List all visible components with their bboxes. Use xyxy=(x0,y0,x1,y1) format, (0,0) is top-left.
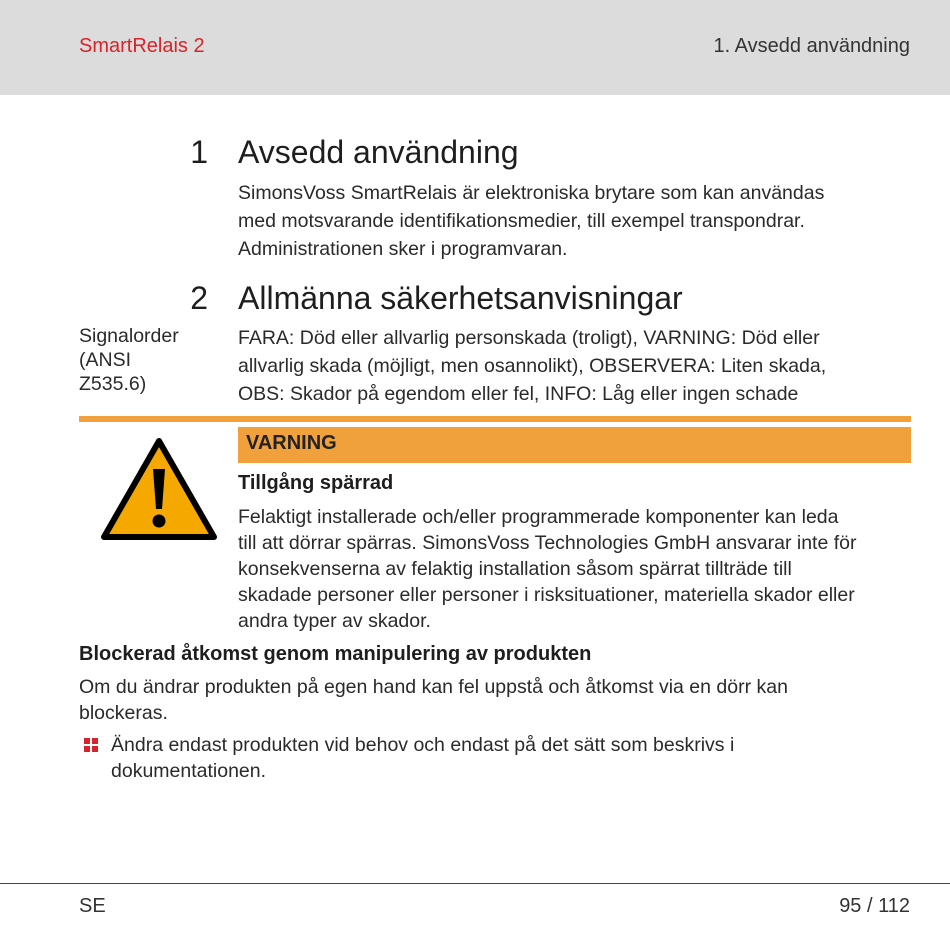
header-section-title: 1. Avsedd användning xyxy=(713,35,910,57)
section-2-line: allvarlig skada (möjligt, men osannolikt), OBSERVERA: Liten skada, xyxy=(238,355,827,377)
bullet-line: Ändra endast produkten vid behov och endast på det sätt som beskrivs i xyxy=(111,734,735,756)
warning-line: konsekvenserna av felaktig installation såsom spärrat tillträde till xyxy=(238,558,792,580)
blocked-line: blockeras. xyxy=(79,702,168,724)
warning-subtitle: Tillgång spärrad xyxy=(238,472,394,494)
signal-order-line: (ANSI xyxy=(79,349,132,371)
warning-banner xyxy=(238,427,911,463)
signal-order-line: Z535.6) xyxy=(79,373,147,395)
section-1-line: SimonsVoss SmartRelais är elektroniska brytare som kan användas xyxy=(238,182,825,204)
warning-line: Felaktigt installerade och/eller programmerade komponenter kan leda xyxy=(238,506,839,528)
blocked-line: Om du ändrar produkten på egen hand kan fel uppstå och åtkomst via en dörr kan xyxy=(79,676,788,698)
bullet-squares-icon xyxy=(84,738,98,752)
warning-label: VARNING xyxy=(246,432,337,454)
warning-line: andra typer av skador. xyxy=(238,610,431,632)
bullet-line: dokumentationen. xyxy=(111,760,267,782)
section-2-heading xyxy=(178,282,898,318)
section-2-line: FARA: Död eller allvarlig personskada (troligt), VARNING: Död eller xyxy=(238,327,820,349)
footer-language: SE xyxy=(79,895,106,917)
section-1-title: Avsedd användning xyxy=(238,134,519,170)
section-2-body xyxy=(238,324,910,408)
warning-triangle-icon xyxy=(100,437,218,541)
section-2-number: 2 xyxy=(190,280,208,316)
warning-line: till att dörrar spärras. SimonsVoss Technologies GmbH ansvarar inte för xyxy=(238,532,857,554)
page-header xyxy=(0,0,950,95)
blocked-access-heading: Blockerad åtkomst genom manipulering av produkten xyxy=(79,643,592,665)
section-1-body xyxy=(238,179,910,263)
section-1-number: 1 xyxy=(190,134,208,170)
section-1-line: med motsvarande identifikationsmedier, till exempel transpondrar. xyxy=(238,210,805,232)
blocked-access-body xyxy=(79,674,919,726)
signal-order-label xyxy=(79,324,219,396)
brand-name: SmartRelais 2 xyxy=(79,35,205,57)
signal-order-line: Signalorder xyxy=(79,325,179,347)
warning-body xyxy=(238,504,918,634)
warning-divider xyxy=(79,416,911,422)
section-1-line: Administrationen sker i programvaran. xyxy=(238,238,568,260)
section-2-title: Allmänna säkerhetsanvisningar xyxy=(238,280,683,316)
page-number: 95 / 112 xyxy=(839,895,910,917)
instruction-bullet xyxy=(111,732,911,784)
footer-divider xyxy=(0,883,950,884)
warning-line: skadade personer eller personer i risksituationer, materiella skador eller xyxy=(238,584,855,606)
section-1-heading xyxy=(178,136,878,172)
section-2-line: OBS: Skador på egendom eller fel, INFO: Låg eller ingen schade xyxy=(238,383,799,405)
